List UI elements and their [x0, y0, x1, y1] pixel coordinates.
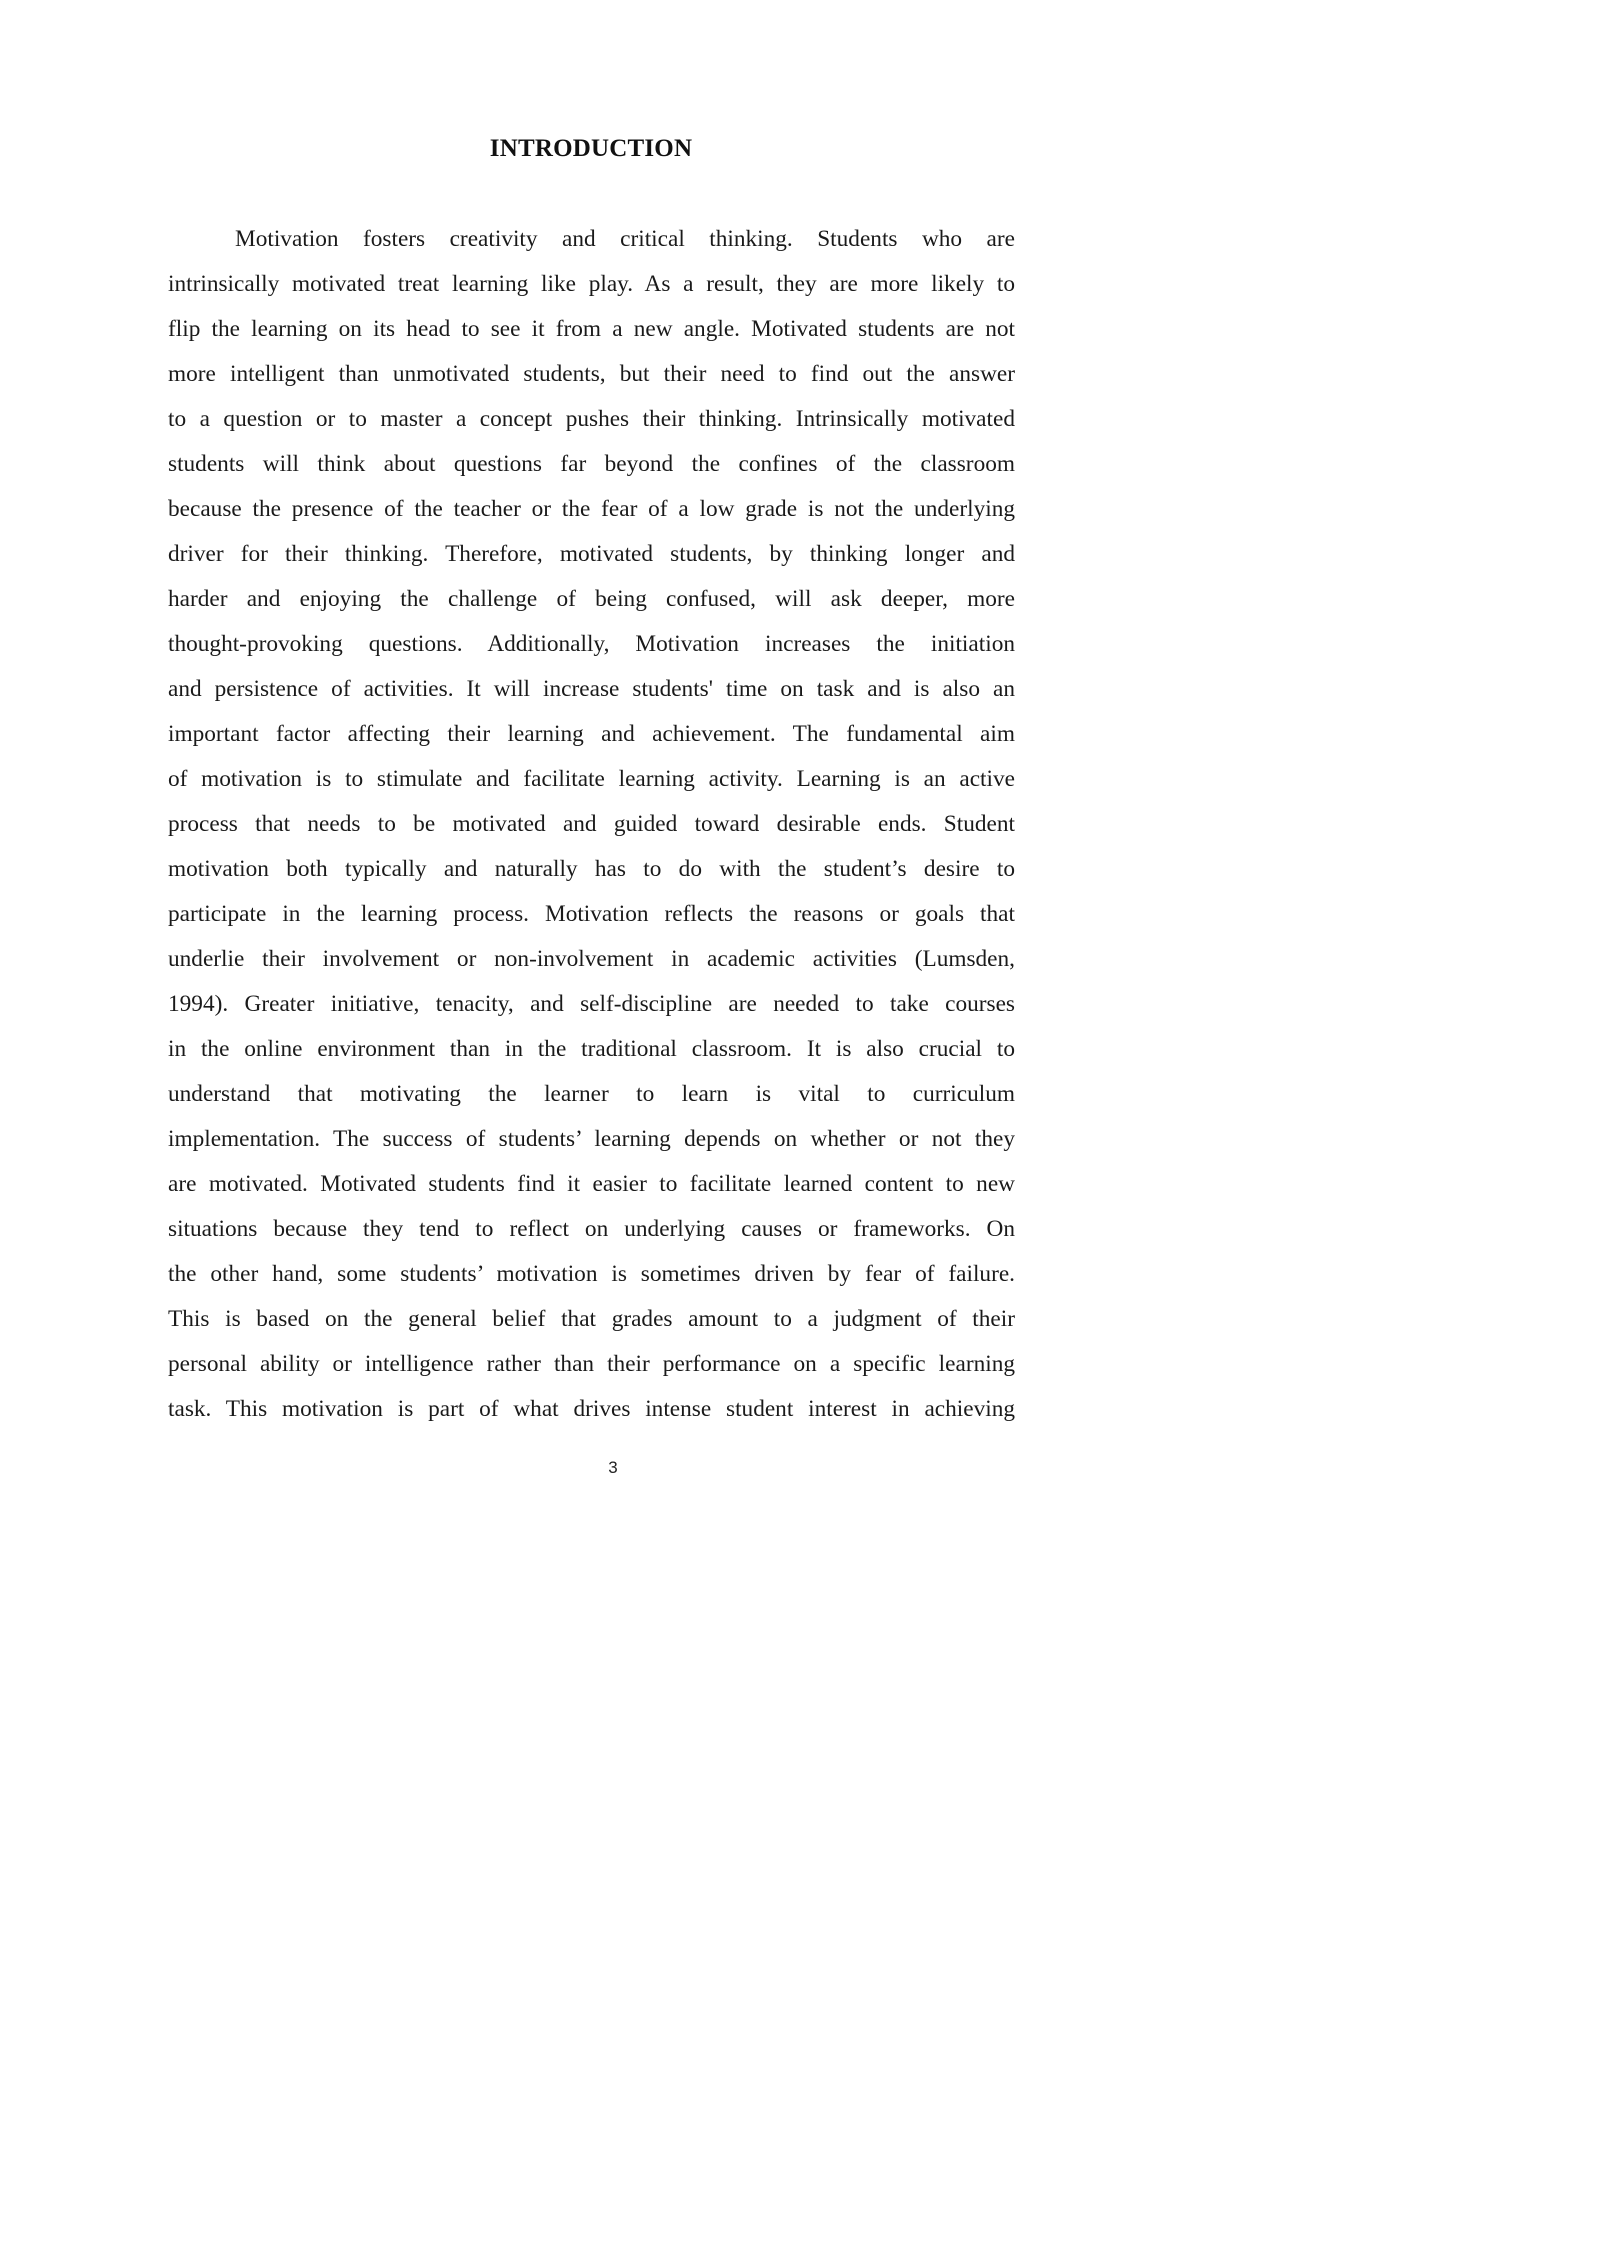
- paragraph-line: task. This motivation is part of what drives intense student interest in achieving: [168, 1396, 1015, 1422]
- paragraph-line: and persistence of activities. It will increase students' time on task and is also an: [168, 676, 1015, 702]
- paragraph-line: understand that motivating the learner to learn is vital to curriculum: [168, 1081, 1015, 1107]
- section-heading: INTRODUCTION: [489, 135, 693, 162]
- paragraph-line: Motivation fosters creativity and critical thinking. Students who are: [235, 226, 1015, 252]
- paragraph-line: driver for their thinking. Therefore, motivated students, by thinking longer and: [168, 541, 1015, 567]
- paragraph-line: because the presence of the teacher or the fear of a low grade is not the underlying: [168, 496, 1015, 522]
- paragraph-line: motivation both typically and naturally has to do with the student’s desire to: [168, 856, 1015, 882]
- paragraph-line: situations because they tend to reflect on underlying causes or frameworks. On: [168, 1216, 1015, 1242]
- paragraph-line: important factor affecting their learning and achievement. The fundamental aim: [168, 721, 1015, 747]
- paragraph-line: are motivated. Motivated students find it easier to facilitate learned content to new: [168, 1171, 1015, 1197]
- paragraph-line: personal ability or intelligence rather than their performance on a specific learning: [168, 1351, 1015, 1377]
- paragraph-line: of motivation is to stimulate and facilitate learning activity. Learning is an active: [168, 766, 1015, 792]
- paragraph-line: intrinsically motivated treat learning like play. As a result, they are more likely to: [168, 271, 1015, 297]
- paragraph-line: 1994). Greater initiative, tenacity, and self-discipline are needed to take courses: [168, 991, 1015, 1017]
- paragraph-line: underlie their involvement or non-involvement in academic activities (Lumsden,: [168, 946, 1015, 972]
- paragraph-line: flip the learning on its head to see it from a new angle. Motivated students are not: [168, 316, 1015, 342]
- paragraph-line: This is based on the general belief that grades amount to a judgment of their: [168, 1306, 1015, 1332]
- paragraph-line: to a question or to master a concept pushes their thinking. Intrinsically motivated: [168, 406, 1015, 432]
- introduction-paragraph: [168, 217, 1015, 1432]
- document-page: [0, 0, 1102, 1559]
- paragraph-line: implementation. The success of students’ learning depends on whether or not they: [168, 1126, 1015, 1152]
- paragraph-line: the other hand, some students’ motivation is sometimes driven by fear of failure.: [168, 1261, 1015, 1287]
- paragraph-line: more intelligent than unmotivated students, but their need to find out the answer: [168, 361, 1015, 387]
- paragraph-line: in the online environment than in the traditional classroom. It is also crucial to: [168, 1036, 1015, 1062]
- paragraph-line: thought-provoking questions. Additionally, Motivation increases the initiation: [168, 631, 1015, 657]
- paragraph-line: students will think about questions far beyond the confines of the classroom: [168, 451, 1015, 477]
- page-number: 3: [608, 1458, 618, 1477]
- paragraph-line: participate in the learning process. Motivation reflects the reasons or goals that: [168, 901, 1015, 927]
- paragraph-line: process that needs to be motivated and guided toward desirable ends. Student: [168, 811, 1015, 837]
- paragraph-line: harder and enjoying the challenge of being confused, will ask deeper, more: [168, 586, 1015, 612]
